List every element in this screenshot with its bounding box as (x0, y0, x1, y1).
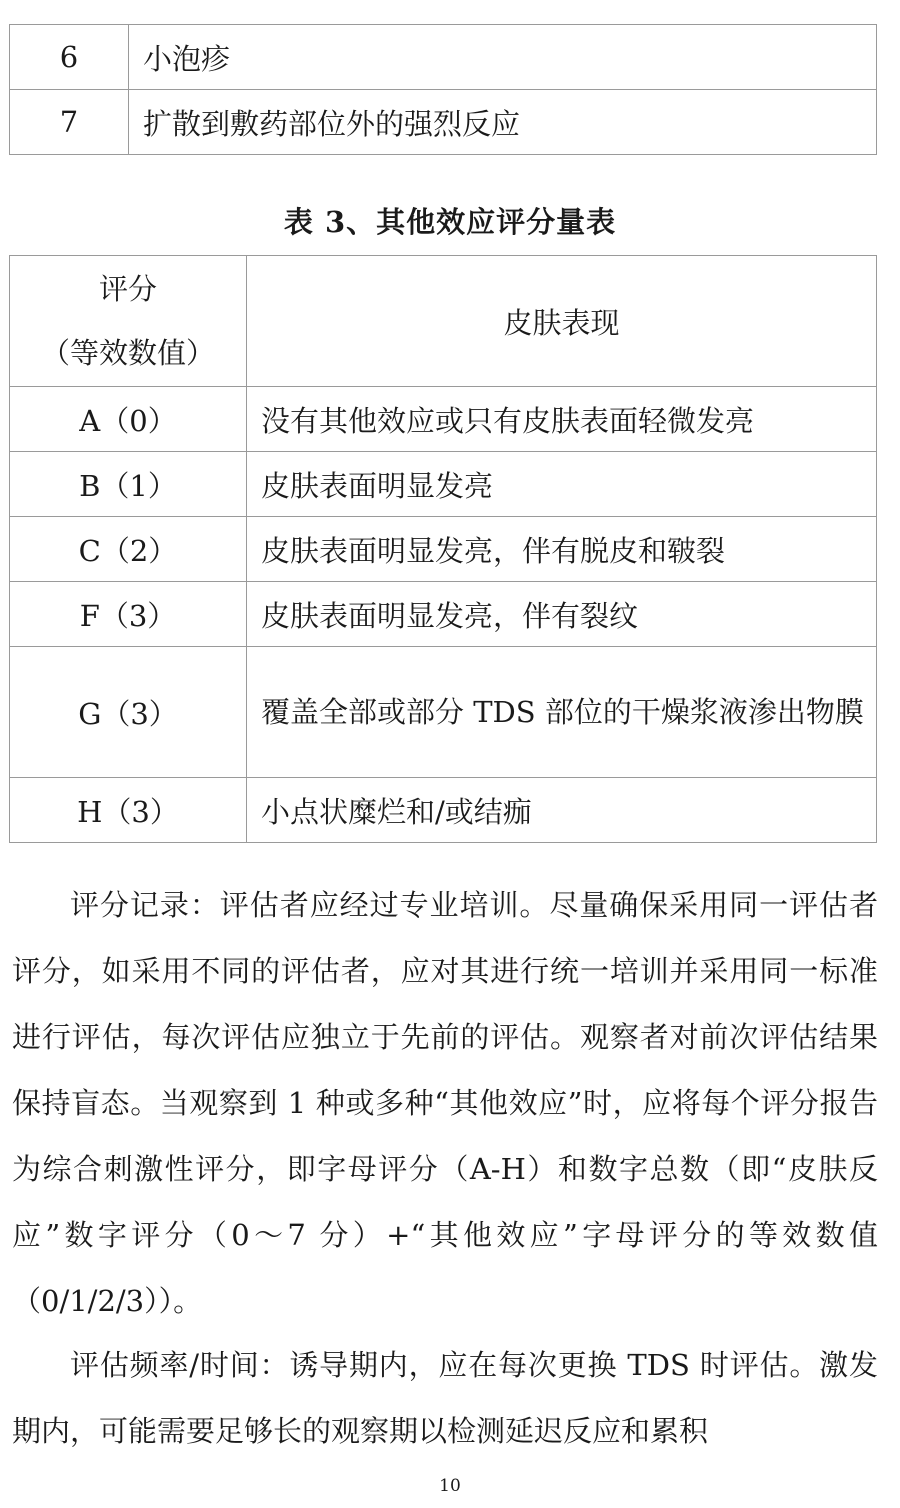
page-number: 10 (439, 1476, 461, 1496)
desc-cell: 皮肤表面明显发亮 (247, 452, 877, 517)
header-skin: 皮肤表现 (247, 256, 877, 387)
desc-cell: 小点状糜烂和/或结痂 (247, 778, 877, 843)
score-cell: F（3） (10, 582, 247, 647)
table-row (10, 517, 877, 582)
row-number: 7 (10, 90, 129, 155)
desc-cell: 覆盖全部或部分 TDS 部位的干燥浆液渗出物膜 (247, 647, 877, 778)
table-row (10, 90, 877, 155)
score-cell: A（0） (10, 387, 247, 452)
table-header-row (10, 256, 877, 387)
score-cell: C（2） (10, 517, 247, 582)
table-row (10, 778, 877, 843)
table-row (10, 387, 877, 452)
paragraph-assessment-frequency: 评估频率/时间：诱导期内，应在每次更换 TDS 时评估。激发期内，可能需要足够长的观察期以检测延迟反应和累积 (12, 1348, 878, 1448)
table-row (10, 647, 877, 778)
other-effects-table (9, 255, 877, 843)
header-score (10, 256, 247, 387)
paragraph-scoring-record: 评分记录：评估者应经过专业培训。尽量确保采用同一评估者评分，如采用不同的评估者，应对其进行统一培训并采用同一标准进行评估，每次评估应独立于先前的评估。观察者对前次评估结果保持盲态。当观察到 1 种或多种“其他效应”时，应将每个评分报告为综合刺激性评分，即字母评分（A-H）和数字总数（即“皮肤反应”数字评分（0～7 分）+“其他效应”字母评分的等效数值（0/1/2/3））。 (12, 888, 878, 1318)
desc-cell: 皮肤表面明显发亮，伴有脱皮和皲裂 (247, 517, 877, 582)
row-text: 扩散到敷药部位外的强烈反应 (129, 90, 877, 155)
score-cell: B（1） (10, 452, 247, 517)
score-cell: G（3） (10, 647, 247, 778)
desc-cell: 没有其他效应或只有皮肤表面轻微发亮 (247, 387, 877, 452)
row-number: 6 (10, 25, 129, 90)
table-row (10, 452, 877, 517)
score-cell: H（3） (10, 778, 247, 843)
table-row (10, 25, 877, 90)
row-text: 小泡疹 (129, 25, 877, 90)
table-caption: 表 3、其他效应评分量表 (283, 205, 617, 239)
table-top-continued (9, 24, 877, 155)
header-score-line1: 评分 (98, 272, 157, 306)
table-row (10, 582, 877, 647)
header-score-line2: （等效数值） (40, 336, 215, 370)
desc-cell: 皮肤表面明显发亮，伴有裂纹 (247, 582, 877, 647)
